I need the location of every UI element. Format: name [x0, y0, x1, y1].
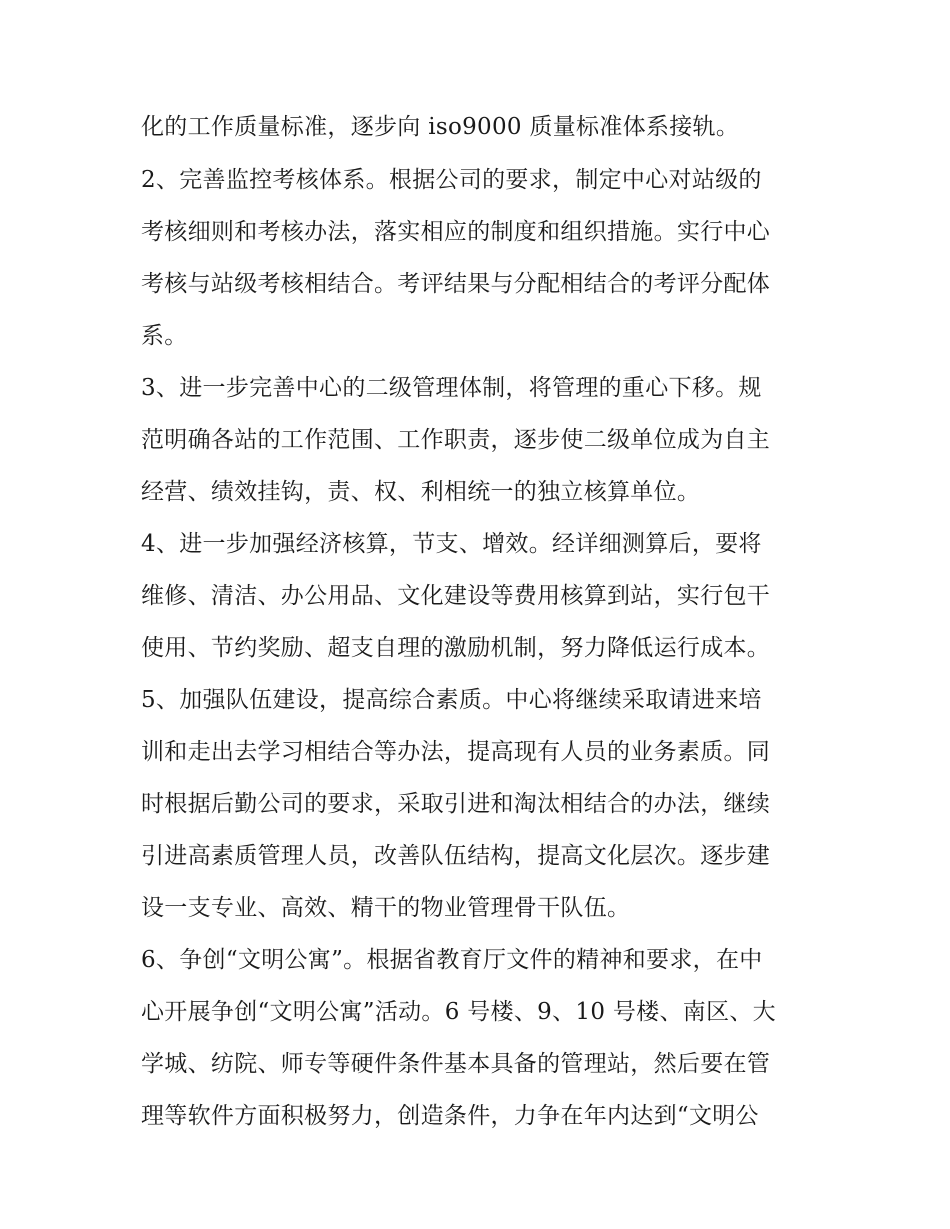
text-line: 5、加强队伍建设，提高综合素质。中心将继续采取请进来培	[141, 687, 762, 713]
text-line: 引进高素质管理人员，改善队伍结构，提高文化层次。逐步建	[141, 843, 771, 869]
text-line: 4、进一步加强经济核算，节支、增效。经详细测算后，要将	[141, 531, 762, 557]
text-line: 训和走出去学习相结合等办法，提高现有人员的业务素质。同	[141, 739, 771, 765]
text-line: 维修、清洁、办公用品、文化建设等费用核算到站，实行包干	[141, 583, 771, 609]
text-line: 时根据后勤公司的要求，采取引进和淘汰相结合的办法，继续	[141, 791, 771, 817]
text-line: 学城、纺院、师专等硬件条件基本具备的管理站，然后要在管	[141, 1051, 771, 1077]
text-line: 化的工作质量标准，逐步向 iso9000 质量标准体系接轨。	[141, 114, 740, 140]
text-line: 理等软件方面积极努力，创造条件，力争在年内达到“文明公	[141, 1103, 759, 1129]
text-line: 经营、绩效挂钩，责、权、利相统一的独立核算单位。	[141, 479, 701, 505]
text-line: 使用、节约奖励、超支自理的激励机制，努力降低运行成本。	[141, 635, 771, 661]
text-line: 设一支专业、高效、精干的物业管理骨干队伍。	[141, 895, 631, 921]
text-line: 3、进一步完善中心的二级管理体制，将管理的重心下移。规	[141, 375, 762, 401]
text-line: 2、完善监控考核体系。根据公司的要求，制定中心对站级的	[141, 167, 762, 193]
text-line: 考核细则和考核办法，落实相应的制度和组织措施。实行中心	[141, 219, 771, 245]
text-line: 范明确各站的工作范围、工作职责，逐步使二级单位成为自主	[141, 427, 771, 453]
text-line: 6、争创“文明公寓”。根据省教育厅文件的精神和要求，在中	[141, 947, 763, 973]
text-line: 考核与站级考核相结合。考评结果与分配相结合的考评分配体	[141, 271, 771, 297]
text-line: 系。	[141, 323, 188, 349]
text-line: 心开展争创“文明公寓”活动。6 号楼、9、10 号楼、南区、大	[141, 999, 776, 1025]
